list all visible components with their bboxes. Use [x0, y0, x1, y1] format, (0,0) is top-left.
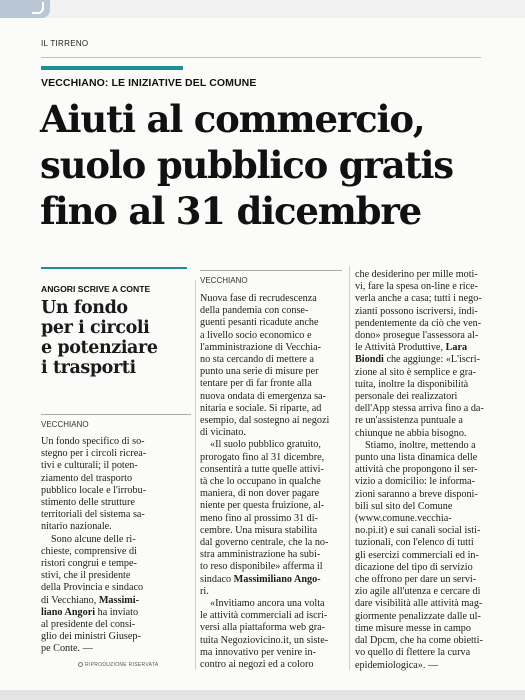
- body-line: [355, 293, 505, 305]
- body-fragment: che offrono per dare un servi-: [355, 574, 477, 586]
- body-fragment: «Il suolo pubblico gratuito,: [210, 439, 321, 451]
- body-line: stivi, che il presidente: [41, 570, 131, 582]
- body-fragment: Stiamo, inoltre, mettendo a: [365, 439, 476, 451]
- body-fragment: niente per questa fruizione, al-: [200, 500, 325, 512]
- body-bold-name: liano Angori: [41, 606, 96, 618]
- body-line: [200, 415, 342, 427]
- body-line: ristori congrui e tempe-: [41, 558, 137, 570]
- body-fragment: to reso disponibile» afferma il: [200, 561, 323, 573]
- body-fragment: guenti pesanti ricadute anche: [200, 317, 319, 329]
- body-fragment: le Attività Produttive,: [355, 342, 446, 354]
- body-fragment: re un'assistenza puntuale a: [355, 415, 463, 427]
- body-line: [355, 306, 505, 318]
- body-line: [200, 659, 342, 671]
- body-line: [200, 476, 342, 488]
- body-fragment: bili sul sito del Comune: [355, 500, 453, 512]
- body-fragment: gli esercizi commerciali ed in-: [355, 549, 479, 561]
- body-line: Un fondo specifico di so-: [41, 436, 145, 447]
- body-line: [355, 525, 505, 537]
- body-line: [355, 391, 505, 403]
- sidebar-title: [41, 298, 191, 378]
- sidebar-kicker: ANGORI SCRIVE A CONTE: [41, 284, 151, 294]
- body-fragment: dicazione del tipo di servizio: [355, 561, 473, 573]
- body-fragment: nuova ondata di emergenza sa-: [200, 390, 326, 402]
- body-line: stimento delle strutture: [41, 497, 135, 509]
- article-headline: [40, 96, 500, 234]
- body-fragment: «Invitiamo ancora una volta: [210, 598, 325, 610]
- body-line: [355, 660, 505, 672]
- article-kicker: VECCHIANO: LE INIZIATIVE DEL COMUNE: [41, 77, 257, 89]
- body-fragment: che desiderino per mille moti-: [355, 269, 478, 280]
- body-fragment: Nuova fase di recrudescenza: [200, 293, 317, 304]
- copyright-text: RIPRODUZIONE RISERVATA: [85, 662, 159, 668]
- body-fragment: epidemiologica». —: [355, 659, 439, 671]
- headline-line: fino al 31 dicembre: [40, 189, 421, 233]
- body-line: [355, 586, 505, 598]
- body-bold-name: Lara: [445, 342, 468, 354]
- body-line: [355, 428, 505, 440]
- body-fragment: l'amministrazione di Vecchia-: [200, 341, 322, 353]
- body-line: [355, 476, 505, 488]
- body-line: [200, 561, 342, 573]
- body-line: [355, 611, 505, 623]
- body-fragment: esempio, dal sostegno ai negozi: [200, 415, 330, 427]
- copyright-note: [78, 662, 158, 668]
- sidebar-title-line: e potenziare: [41, 338, 158, 358]
- body-line: [200, 513, 342, 525]
- body-line: chieste, comprensive di: [41, 545, 137, 557]
- body-line: [355, 501, 505, 513]
- body-fragment: dono» prosegue l'assessora al-: [355, 330, 479, 342]
- column-separator: [195, 280, 196, 670]
- body-line: territoriali del sistema sa-: [41, 509, 145, 521]
- body-bold-name: Biondi: [355, 354, 384, 366]
- body-fragment: attività che propongono il ser-: [355, 464, 478, 476]
- body-fragment: ma innovativo per venire in-: [200, 646, 316, 658]
- body-line: [200, 635, 342, 647]
- body-line: [355, 379, 505, 391]
- body-fragment: sindaco: [200, 573, 234, 585]
- body-line: [355, 403, 505, 415]
- body-line: [200, 366, 342, 378]
- body-line: [355, 562, 505, 574]
- body-line: [355, 537, 505, 549]
- body-line: [200, 391, 342, 403]
- body-fragment: tuita, inoltre la disponibilità: [355, 378, 469, 390]
- copyright-icon: [78, 662, 83, 667]
- body-line: al presidente del consi-: [41, 619, 136, 631]
- body-fragment: chiunque ne abbia bisogno.: [355, 427, 467, 439]
- body-line: [200, 549, 342, 561]
- sidebar-title-line: Un fondo: [41, 298, 128, 318]
- body-line: [200, 622, 342, 634]
- sidebar-accent-bar: [41, 267, 187, 269]
- body-fragment: nitaria e sociale. Si riparte, ad: [200, 402, 322, 414]
- body-line: [355, 598, 505, 610]
- body-line: [200, 439, 342, 451]
- body-line: [200, 354, 342, 366]
- body-line: [200, 330, 342, 342]
- sidebar-location: VECCHIANO: [41, 420, 89, 429]
- body-fragment: meno fino al prossimo 31 di-: [200, 512, 318, 524]
- body-line: [200, 647, 342, 659]
- body-line: [200, 598, 342, 610]
- body-line: [355, 354, 505, 366]
- sidebar-title-line: i trasporti: [41, 358, 136, 378]
- body-line: [355, 342, 505, 354]
- headline-line: Aiuti al commercio,: [40, 97, 425, 141]
- viewer-bottom-bar: [0, 690, 525, 700]
- body-line: [200, 378, 342, 390]
- body-fragment: di vicinato.: [200, 427, 246, 439]
- body-line: [200, 574, 342, 586]
- body-line: ziamento del trasporto: [41, 472, 133, 484]
- main-rule: [200, 270, 342, 271]
- body-fragment: ha inviato: [95, 606, 139, 618]
- body-fragment: vizio a domicilio: le informa-: [355, 476, 475, 488]
- body-line: [200, 464, 342, 476]
- body-line: [355, 318, 505, 330]
- body-fragment: zio agile all'utenza e cercare di: [355, 586, 481, 598]
- headline-line: suolo pubblico gratis: [40, 143, 453, 187]
- body-fragment: tuzionali, con l'elenco di tutti: [355, 537, 474, 549]
- body-line: [355, 489, 505, 501]
- body-line: [355, 550, 505, 562]
- body-line: Sono alcune delle ri-: [51, 533, 136, 545]
- body-line: [200, 305, 342, 317]
- body-fragment: vi, fare la spesa on-line e rice-: [355, 281, 479, 293]
- body-line: [41, 607, 191, 619]
- body-fragment: verla anche a casa; tutti i nego-: [355, 293, 482, 305]
- body-line: pubblico locale e l'irrobu-: [41, 484, 147, 496]
- body-line: glio dei ministri Giusep-: [41, 631, 141, 643]
- body-line: [200, 342, 342, 354]
- body-fragment: che aggiunge: «L'iscri-: [383, 354, 480, 366]
- viewer-top-bar: [0, 0, 525, 18]
- body-line: [200, 525, 342, 537]
- body-line: [355, 281, 505, 293]
- body-line: [200, 586, 342, 598]
- body-line: [200, 403, 342, 415]
- body-fragment: no sta cercando di mettere a: [200, 354, 314, 366]
- section-accent-bar: [41, 66, 183, 70]
- body-fragment: maniera, di non dover pagare: [200, 488, 320, 500]
- sidebar-body: [41, 436, 191, 656]
- main-body-column-right: [355, 269, 505, 672]
- body-fragment: time misure messe in campo: [355, 622, 471, 634]
- body-line: [200, 500, 342, 512]
- body-line: stegno per i circoli ricrea-: [41, 448, 147, 460]
- body-fragment: prorogato fino al 31 dicembre,: [200, 451, 325, 463]
- body-fragment: punto una lista dinamica delle: [355, 452, 478, 464]
- body-fragment: di Vecchiano,: [41, 594, 99, 606]
- body-line: [200, 427, 342, 439]
- body-line: tivi e culturali; il poten-: [41, 460, 138, 472]
- body-fragment: della pandemia con conse-: [200, 305, 309, 317]
- body-fragment: punto una serie di misure per: [200, 366, 319, 378]
- body-line: nitario nazionale.: [41, 521, 112, 533]
- body-line: della Provincia e sindaco: [41, 582, 144, 594]
- body-fragment: dell'App stessa arriva fino a da-: [355, 403, 484, 415]
- body-line: [200, 452, 342, 464]
- body-line: [355, 330, 505, 342]
- body-fragment: dal Dpcm, che ha come obietti-: [355, 635, 483, 647]
- body-line: [355, 440, 505, 452]
- body-line: [355, 647, 505, 659]
- body-fragment: contro ai negozi ed a coloro: [200, 659, 314, 671]
- body-fragment: stra amministrazione ha subi-: [200, 549, 321, 561]
- body-fragment: dal governo centrale, che la no-: [200, 537, 329, 549]
- body-fragment: vo quello di flettere la curva: [355, 647, 471, 659]
- body-line: [355, 513, 505, 525]
- main-location: VECCHIANO: [200, 276, 248, 285]
- body-line: pe Conte. —: [41, 643, 93, 655]
- body-fragment: zioni saranno a breve disponi-: [355, 488, 478, 500]
- masthead: IL TIRRENO: [41, 39, 89, 48]
- body-line: [41, 595, 191, 607]
- body-fragment: giormente penalizzate dalle ul-: [355, 610, 481, 622]
- body-line: [355, 635, 505, 647]
- body-fragment: consentirà a tutte quelle attivi-: [200, 463, 324, 475]
- body-line: [355, 623, 505, 635]
- body-fragment: ri.: [200, 585, 209, 597]
- sidebar-rule: [41, 414, 191, 415]
- body-fragment: tà che lo occupano in qualche: [200, 476, 321, 488]
- body-fragment: tentare per di far fronte alla: [200, 378, 312, 390]
- body-line: [200, 317, 342, 329]
- body-fragment: zianti possono iscriversi, indi-: [355, 305, 478, 317]
- body-line: [355, 415, 505, 427]
- body-line: [200, 293, 342, 305]
- body-fragment: cembre. Una misura stabilita: [200, 524, 318, 536]
- body-fragment: (www.comune.vecchia-: [355, 513, 452, 525]
- body-bold-name: Massimi-: [98, 594, 139, 606]
- column-separator: [349, 266, 350, 670]
- body-fragment: pendentemente da ciò che ven-: [355, 317, 482, 329]
- body-line: [200, 610, 342, 622]
- sidebar-title-line: per i circoli: [41, 318, 150, 338]
- body-line: [200, 537, 342, 549]
- body-fragment: a livello socio economico e: [200, 329, 312, 341]
- body-fragment: personale dei realizzatori: [355, 391, 458, 403]
- body-line: [355, 574, 505, 586]
- body-line: [355, 367, 505, 379]
- body-fragment: le attività commerciali ad iscri-: [200, 610, 328, 622]
- viewer-corner-icon[interactable]: [0, 0, 50, 18]
- body-line: [355, 269, 505, 281]
- body-line: [355, 464, 505, 476]
- body-fragment: no.pi.it) e sui canali social isti-: [355, 525, 481, 537]
- body-fragment: tuita Negoziovicino.it, un siste-: [200, 634, 329, 646]
- body-line: [355, 452, 505, 464]
- main-body-column: [200, 293, 342, 671]
- body-fragment: zione al sito è semplice e gra-: [355, 366, 477, 378]
- body-line: [200, 488, 342, 500]
- body-fragment: dare visibilità alle attività mag-: [355, 598, 483, 610]
- top-rule: [41, 57, 481, 58]
- body-bold-name: Massimiliano Ango-: [233, 573, 321, 585]
- body-fragment: versi alla piattaforma web gra-: [200, 622, 326, 634]
